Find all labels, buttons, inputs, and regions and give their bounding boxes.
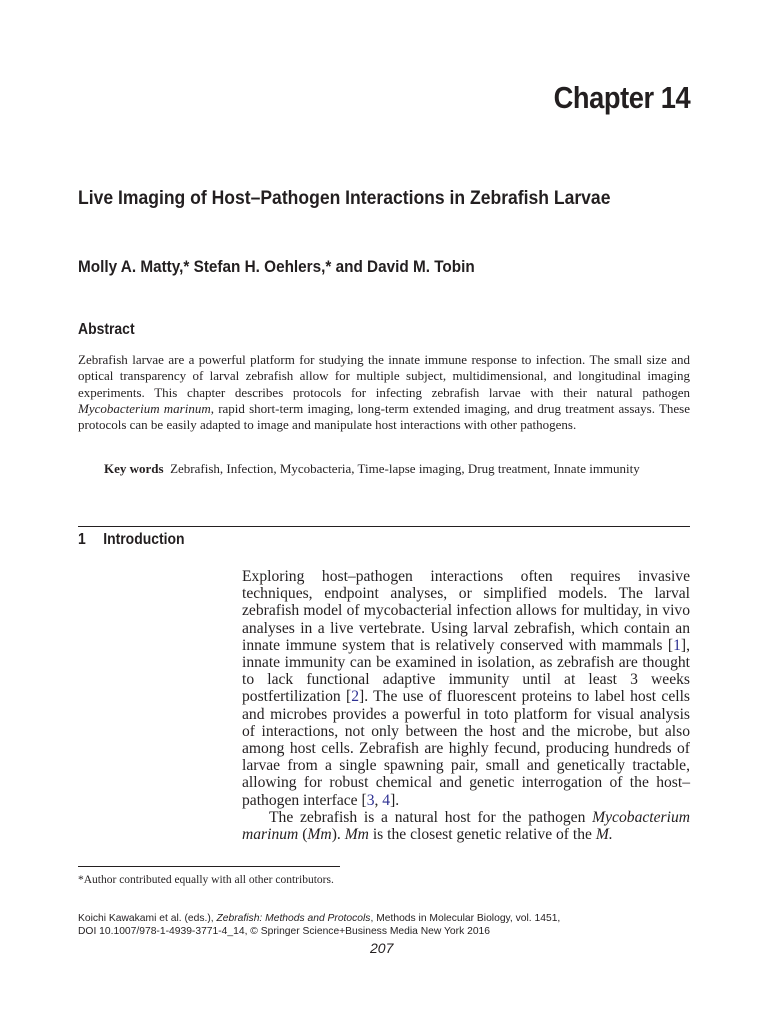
paragraph-text: Exploring host–pathogen interactions often requires invasive techniques, endpoint analyses, or simplified models. The larval zebrafish model of mycobacterial infection allows for multiday, in vivo analyses in a live vertebrate. Using larval zebrafish, which contain an innate immune system that is relatively conserved with mammals [: [242, 568, 690, 654]
doi-line: DOI 10.1007/978-1-4939-3771-4_14, © Springer Science+Business Media New York 2016: [78, 926, 491, 937]
section-title: Introduction: [103, 531, 185, 548]
reference-link[interactable]: 2: [351, 688, 360, 706]
author-list: Molly A. Matty,* Stefan H. Oehlers,* and David M. Tobin: [78, 257, 475, 276]
keywords: [104, 461, 690, 477]
paragraph-text: ]. The use of fluorescent proteins to label host cells and microbes provides a powerful in toto platform for visual analysis of interactions, not only between the host and the microbe, but also among host cells. Zebrafish are highly fecund, producing hundreds of larvae from a single spawning pair, small and genetically tractable, allowing for robust chemical and genetic interrogation of the host–pathogen interface [: [242, 688, 690, 809]
article-title: Live Imaging of Host–Pathogen Interactions in Zebrafish Larvae: [78, 187, 611, 209]
section-number: 1: [78, 531, 86, 548]
footnote-divider: [78, 866, 340, 867]
section-divider: [78, 526, 690, 527]
species-abbrev: M.: [595, 826, 613, 844]
abstract-text-part: , rapid short-term imaging, long-term extended imaging, and drug treatment assays. These protocols can be easily adapted to image and manipulate host interactions with other pathogens.: [78, 400, 691, 433]
keywords-list: Zebrafish, Infection, Mycobacteria, Time-lapse imaging, Drug treatment, Innate immunity: [170, 461, 640, 476]
reference-link[interactable]: 3: [366, 791, 375, 809]
paragraph-text: The zebrafish is a natural host for the pathogen: [269, 808, 593, 826]
paragraph-text: (: [298, 826, 308, 844]
footnote: *Author contributed equally with all other contributors.: [78, 874, 334, 886]
page-number: 207: [370, 940, 394, 956]
paragraph: [242, 568, 690, 809]
section-heading: [78, 531, 185, 549]
paragraph: [242, 809, 690, 843]
citation-line: [78, 912, 698, 925]
abstract-species-name: Mycobacterium marinum: [78, 400, 211, 416]
keywords-label: Key words: [104, 461, 164, 476]
species-name: Mycobacterium marinum: [242, 808, 690, 844]
introduction-body: [242, 568, 690, 843]
chapter-heading: Chapter 14: [553, 80, 690, 115]
species-abbrev: Mm: [344, 826, 369, 844]
citation-text: , Methods in Molecular Biology, vol. 1451,: [370, 913, 561, 924]
reference-link[interactable]: 4: [382, 791, 391, 809]
reference-link[interactable]: 1: [673, 636, 681, 654]
citation-text: Koichi Kawakami et al. (eds.),: [78, 913, 217, 924]
abstract-text: [78, 352, 690, 433]
abstract-heading: Abstract: [78, 321, 135, 338]
citation-block: [78, 912, 698, 938]
paragraph-text: is the closest genetic relative of the: [368, 826, 596, 844]
book-title: Zebrafish: Methods and Protocols: [216, 913, 371, 924]
paragraph-text: ].: [390, 791, 400, 809]
paragraph-text: ,: [374, 791, 383, 809]
species-abbrev: Mm: [307, 826, 332, 844]
paragraph-text: ], innate immunity can be examined in isolation, as zebrafish are thought to lack functional adaptive immunity until at least 3 weeks postfertilization [: [242, 636, 690, 706]
paragraph-text: ).: [331, 826, 345, 844]
abstract-text-part: Zebrafish larvae are a powerful platform for studying the innate immune response to infection. The small size and optical transparency of larval zebrafish allow for multiple subject, multidimensional, and longitudinal imaging experiments. This chapter describes protocols for infecting zebrafish larvae with their natural pathogen: [78, 352, 690, 400]
